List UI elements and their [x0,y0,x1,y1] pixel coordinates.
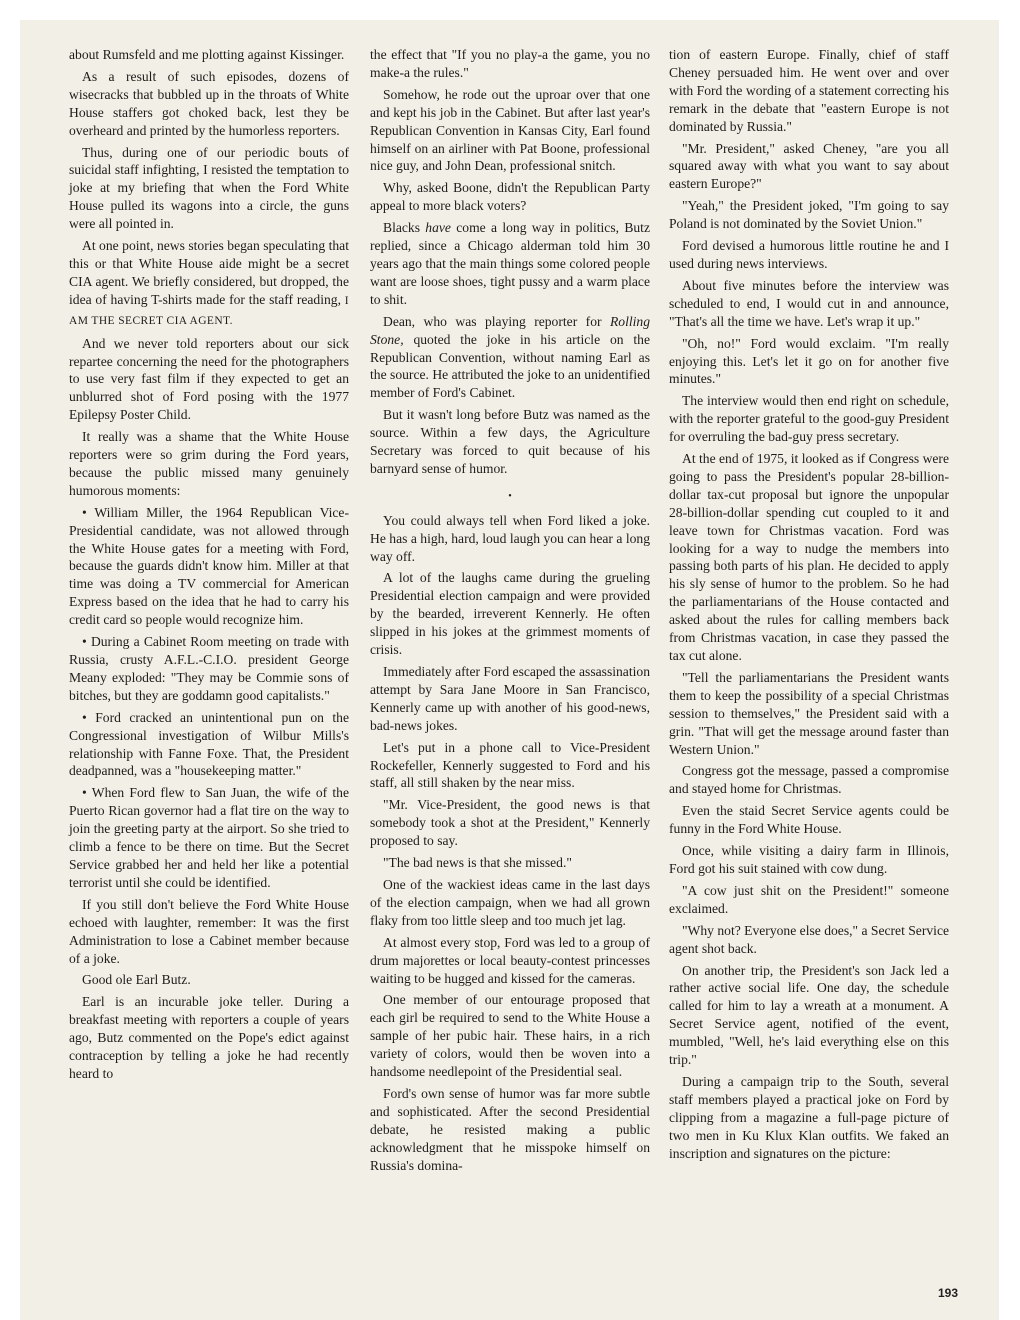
text-run: "Mr. Vice-President, the good news is that somebody took a shot at the President," Kennerly proposed to say. [370,797,650,849]
text-run: Thus, during one of our periodic bouts of suicidal staff infighting, I resisted the temptation to joke at my briefing that when the Ford White House pulled its wagons into a circle, the guns were all pointed in. [69,144,349,232]
text-run: Dean, who was playing reporter for [383,313,610,329]
paragraph [669,46,949,136]
paragraph [370,854,650,872]
text-run: A lot of the laughs came during the grueling Presidential election campaign and were provided by the bearded, irreverent Kennerly. He often slipped in his jokes at the grimmest moments of crisis. [370,570,650,658]
text-run: tion of eastern Europe. Finally, chief of staff Cheney persuaded him. He went over and over with Ford the wording of a statement correcting his remark in the debate that "eastern Europe is not dominated by Russia." [669,47,949,134]
paragraph [370,219,650,309]
text-run: Once, while visiting a dairy farm in Illinois, Ford got his suit stained with cow dung. [669,843,949,876]
paragraph [669,392,949,446]
text-run: You could always tell when Ford liked a joke. He has a high, hard, loud laugh you can hear a long way off. [370,512,650,564]
paragraph [370,1085,650,1175]
text-run: "Tell the parliamentarians the President wants them to keep the possibility of a special Christmas session to themselves," the President said with a grin. "That will get the message around faster than Western Union." [669,669,949,757]
text-run: One of the wackiest ideas came in the last days of the election campaign, when we had all grown flaky from too little sleep and too much jet lag. [370,876,650,928]
text-run: But it wasn't long before Butz was named as the source. Within a few days, the Agriculture Secretary was forced to quit because of his barnyard sense of humor. [370,407,650,476]
text-column-3 [669,46,949,1166]
page-number: 193 [938,1286,959,1300]
text-run: At the end of 1975, it looked as if Congress were going to pass the President's popular 28-billion-dollar tax-cut proposal but ignore the unpopular 28-billion-dollar spending cut coupled to it and leave town for Christmas vacation. Ford was looking for a way to nudge the members into passing both parts of his plan. He decided to apply his sly sense of humor to the problem. So he had the parliamentarians of the House contacted and asked about the rules for calling members back from Christmas vacation, in case they passed the tax cut alone. [669,451,949,663]
paragraph [69,428,349,500]
paragraph [370,876,650,930]
text-run: • When Ford flew to San Juan, the wife of the Puerto Rican governor had a flat tire on the way to join the greeting party at the airport. So she tried to climb a fence to be there on time. But the Secret Service grabbed her and held her like a potential terrorist until she could be identified. [69,785,349,890]
paragraph [370,796,650,850]
paragraph [370,663,650,735]
paragraph [370,86,650,176]
small-caps-text: I AM THE SECRET CIA AGENT. [69,294,349,327]
text-run: It really was a shame that the White House reporters were so grim during the Ford years, because the public missed many genuinely humorous moments: [69,429,349,498]
paragraph [69,633,349,705]
text-run: About five minutes before the interview was scheduled to end, I would cut in and announce, "That's all the time we have. Let's wrap it up." [669,277,949,329]
paragraph [669,197,949,233]
text-run: "Oh, no!" Ford would exclaim. "I'm really enjoying this. Let's let it go on for another five minutes." [669,335,949,387]
text-run: During a campaign trip to the South, several staff members played a practical joke on Ford by clipping from a magazine a full-page picture of two men in Ku Klux Klan outfits. We faked an inscription and signatures on the picture: [669,1073,949,1161]
text-run: At almost every stop, Ford was led to a group of drum majorettes or local beauty-contest princesses waiting to be hugged and kissed for the cameras. [370,934,650,986]
paragraph [370,313,650,403]
paragraph [669,450,949,665]
text-run: One member of our entourage proposed that each girl be required to send to the White House a sample of her pubic hair. These hairs, in a rich variety of colors, would then be woven into a handsome needlepoint of the Presidential seal. [370,992,650,1080]
text-run: quoted the joke in his article on the Republican Convention, without naming Earl as the source. He attributed the joke to an unidentified member of Ford's Cabinet. [370,331,650,401]
text-run: Somehow, he rode out the uproar over that one and kept his job in the Cabinet. But after last year's Republican Convention in Kansas City, Earl found himself on an airliner with Pat Boone, professional nice guy, and John Dean, professional snitch. [370,86,650,174]
paragraph [669,1073,949,1163]
paragraph [669,277,949,331]
text-run: Congress got the message, passed a compromise and stayed home for Christmas. [669,763,949,797]
text-run: Immediately after Ford escaped the assassination attempt by Sara Jane Moore in San Francisco, Kennerly came up with another of his good-news, bad-news jokes. [370,664,650,733]
text-run: As a result of such episodes, dozens of wisecracks that bubbled up in the throats of White House staffers got choked back, lest they be overheard and printed by the humorless reporters. [69,68,349,138]
paragraph [69,504,349,629]
paragraph [669,962,949,1069]
italic-text: have [425,220,451,236]
paragraph [669,802,949,838]
paragraph [370,739,650,793]
text-column-1 [69,46,349,1087]
paragraph [669,237,949,273]
paragraph [69,993,349,1083]
text-run: Even the staid Secret Service agents could be funny in the Ford White House. [669,803,949,837]
paragraph [669,882,949,918]
text-run: If you still don't believe the Ford White House echoed with laughter, remember: It was the first Administration to lose a Cabinet member because of a joke. [69,896,349,966]
paragraph [69,971,349,989]
text-run: On another trip, the President's son Jack led a rather active social life. One day, the schedule called for him to lay a wreath at a monument. A Secret Service agent, notified of the event, mumbled, "Well, he's laid everything else on this trip." [669,962,949,1068]
paragraph [69,335,349,425]
text-run: Ford devised a humorous little routine he and I used during news interviews. [669,238,949,271]
paragraph [669,140,949,194]
text-run: Ford's own sense of humor was far more subtle and sophisticated. After the second Presidential debate, he resisted making a public acknowledgment that he misspoke himself on Russia's domina- [370,1085,650,1173]
text-run: • During a Cabinet Room meeting on trade with Russia, crusty A.F.L.-C.I.O. president George Meany exploded: "They may be Commie sons of bitches, but they are goddamn good capitalists." [69,634,349,703]
paragraph [370,569,650,659]
paragraph [370,991,650,1081]
section-divider: • [508,490,512,502]
text-run: "Why not? Everyone else does," a Secret Service agent shot back. [669,922,950,956]
text-run: And we never told reporters about our sick repartee concerning the need for the photographers to use very fast film if they expected to get an unblurred shot of Ford posing with the 1977 Epilepsy Poster Child. [69,335,349,423]
paragraph [69,896,349,968]
text-run: The interview would then end right on schedule, with the reporter grateful to the good-guy President for overruling the bad-guy press secretary. [669,393,949,445]
paragraph [370,46,650,82]
text-run: Blacks [383,220,426,236]
text-run: come a long way in politics, Butz replied, since a Chicago alderman told him 30 years ago that the main things some colored people want are loose shoes, tight pussy and a warm place to shit. [370,220,650,307]
paragraph [69,784,349,891]
text-run: Good ole Earl Butz. [82,972,191,988]
paragraph [669,669,949,759]
paragraph [69,237,349,331]
text-run: Earl is an incurable joke teller. During a breakfast meeting with reporters a couple of years ago, Butz commented on the Pope's edict against contraception by telling a joke he had recently heard to [69,994,349,1081]
text-run: about Rumsfeld and me plotting against Kissinger. [69,47,345,62]
paragraph [370,406,650,478]
text-run: • William Miller, the 1964 Republican Vice-Presidential candidate, was not allowed through the White House gates for a meeting with Ford, because the guards didn't know him. Miller at that time was doing a TV commercial for American Express based on the idea that he had to carry his credit card so people would recognize him. [69,504,349,628]
text-run: Why, asked Boone, didn't the Republican Party appeal to more black voters? [370,180,650,214]
paragraph [669,922,949,958]
text-run: "Yeah," the President joked, "I'm going to say Poland is not dominated by the Soviet Union." [669,198,949,232]
paragraph [669,762,949,798]
magazine-page [20,20,999,1320]
paragraph [69,68,349,140]
italic-text: Rolling Stone, [370,313,650,347]
paragraph [370,179,650,215]
paragraph [370,934,650,988]
text-run: "A cow just shit on the President!" someone exclaimed. [669,882,949,916]
text-run: Let's put in a phone call to Vice-President Rockefeller, Kennerly suggested to Ford and his staff, all still shaken by the near miss. [370,739,650,791]
paragraph [370,512,650,566]
text-column-2 [370,46,650,1178]
text-run: • Ford cracked an unintentional pun on the Congressional investigation of Wilbur Mills's relationship with Fanne Foxe. That, the President deadpanned, was a "housekeeping matter." [69,709,349,779]
paragraph [69,709,349,781]
text-run: "Mr. President," asked Cheney, "are you all squared away with what you want to say about eastern Europe?" [669,140,949,192]
text-run: "The bad news is that she missed." [383,855,572,871]
text-run: the effect that "If you no play-a the game, you no make-a the rules." [370,47,650,80]
paragraph [69,144,349,234]
paragraph [669,842,949,878]
text-run: At one point, news stories began speculating that this or that White House aide might be a secret CIA agent. We briefly considered, but dropped, the idea of having T-shirts made for the staff reading, [69,238,349,307]
paragraph [69,46,349,64]
paragraph [669,335,949,389]
